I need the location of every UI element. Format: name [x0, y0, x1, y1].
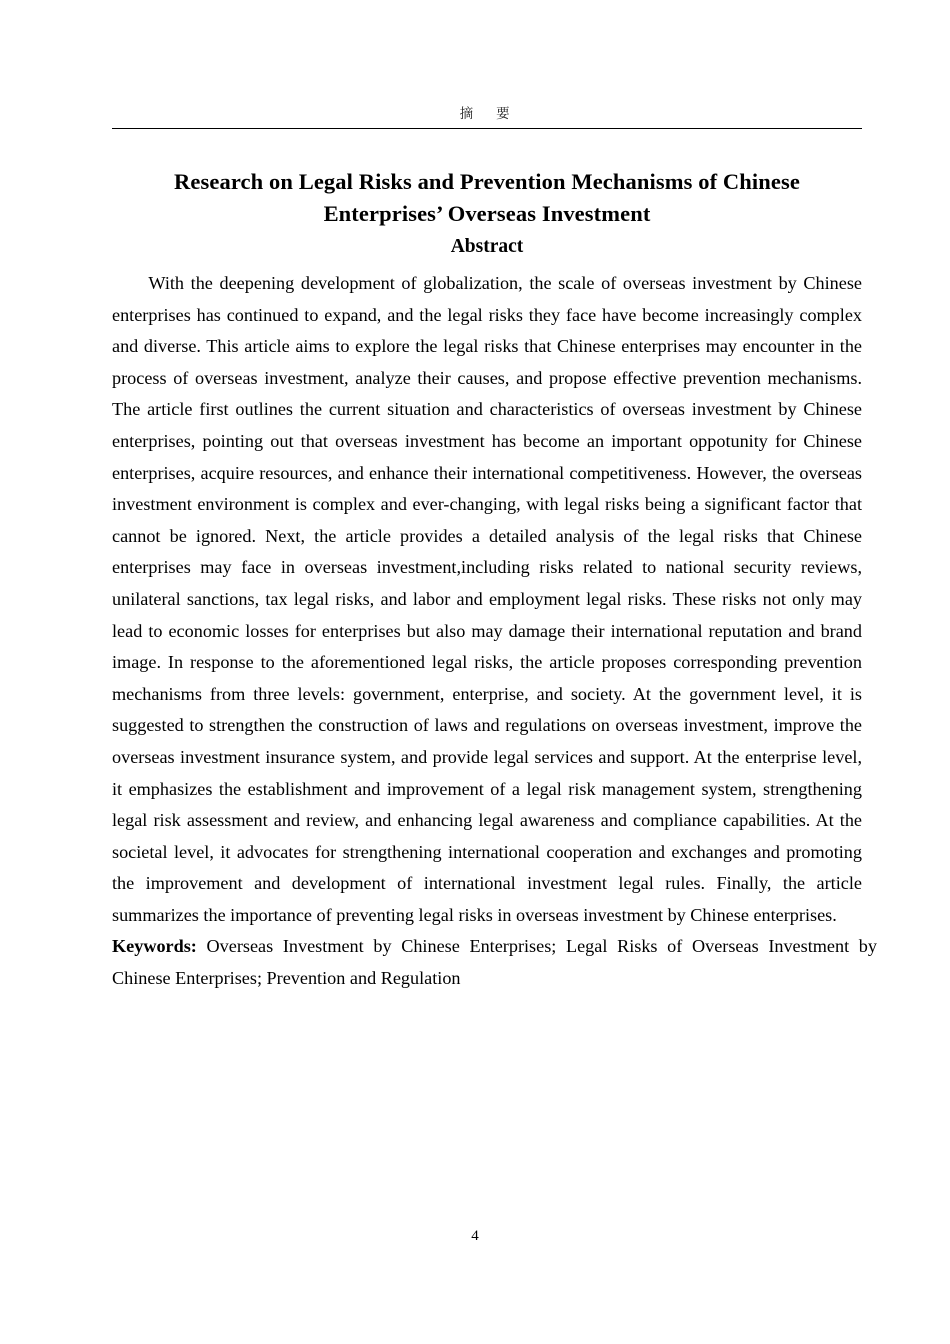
keywords-paragraph — [112, 931, 877, 994]
running-header: 摘 要 — [459, 106, 515, 122]
header-rule — [112, 128, 862, 129]
keywords-label: Keywords: — [112, 936, 197, 957]
page-number: 4 — [471, 1228, 479, 1244]
abstract-heading: Abstract — [450, 236, 524, 257]
keywords-value: Overseas Investment by Chinese Enterprises; Legal Risks of Overseas Investment by Chinese Enterprises; Prevention and Regulation — [112, 936, 877, 989]
page-title: Research on Legal Risks and Prevention Mechanisms of Chinese Enterprises’ Overseas Investment — [174, 169, 800, 226]
abstract-content — [112, 160, 877, 995]
abstract-paragraph: With the deepening development of globalization, the scale of overseas investment by Chinese enterprises has continued to expand, and the legal risks they face have become increasingly complex and diverse. This article aims to explore the legal risks that Chinese enterprises may encounter in the process of overseas investment, analyze their causes, and propose effective prevention mechanisms. The article first outlines the current situation and characteristics of overseas investment by Chinese enterprises, pointing out that overseas investment has become an important oppotunity for Chinese enterprises, acquire resources, and enhance their international competitiveness. However, the overseas investment environment is complex and ever-changing, with legal risks being a significant factor that cannot be ignored. Next, the article provides a detailed analysis of the legal risks that Chinese enterprises may face in overseas investment,including risks related to national security reviews, unilateral sanctions, tax legal risks, and labor and employment legal risks. These risks not only may lead to economic losses for enterprises but also may damage their international reputation and brand image. In response to the aforementioned legal risks, the article proposes corresponding prevention mechanisms from three levels: government, enterprise, and society. At the government level, it is suggested to strengthen the construction of laws and regulations on overseas investment, improve the overseas investment insurance system, and provide legal services and support. At the enterprise level, it emphasizes the establishment and improvement of a legal risk management system, strengthening legal risk assessment and review, and enhancing legal awareness and compliance capabilities. At the societal level, it advocates for strengthening international cooperation and exchanges and promoting the improvement and development of international investment legal rules. Finally, the article summarizes the importance of preventing legal risks in overseas investment by Chinese enterprises. — [112, 273, 862, 925]
